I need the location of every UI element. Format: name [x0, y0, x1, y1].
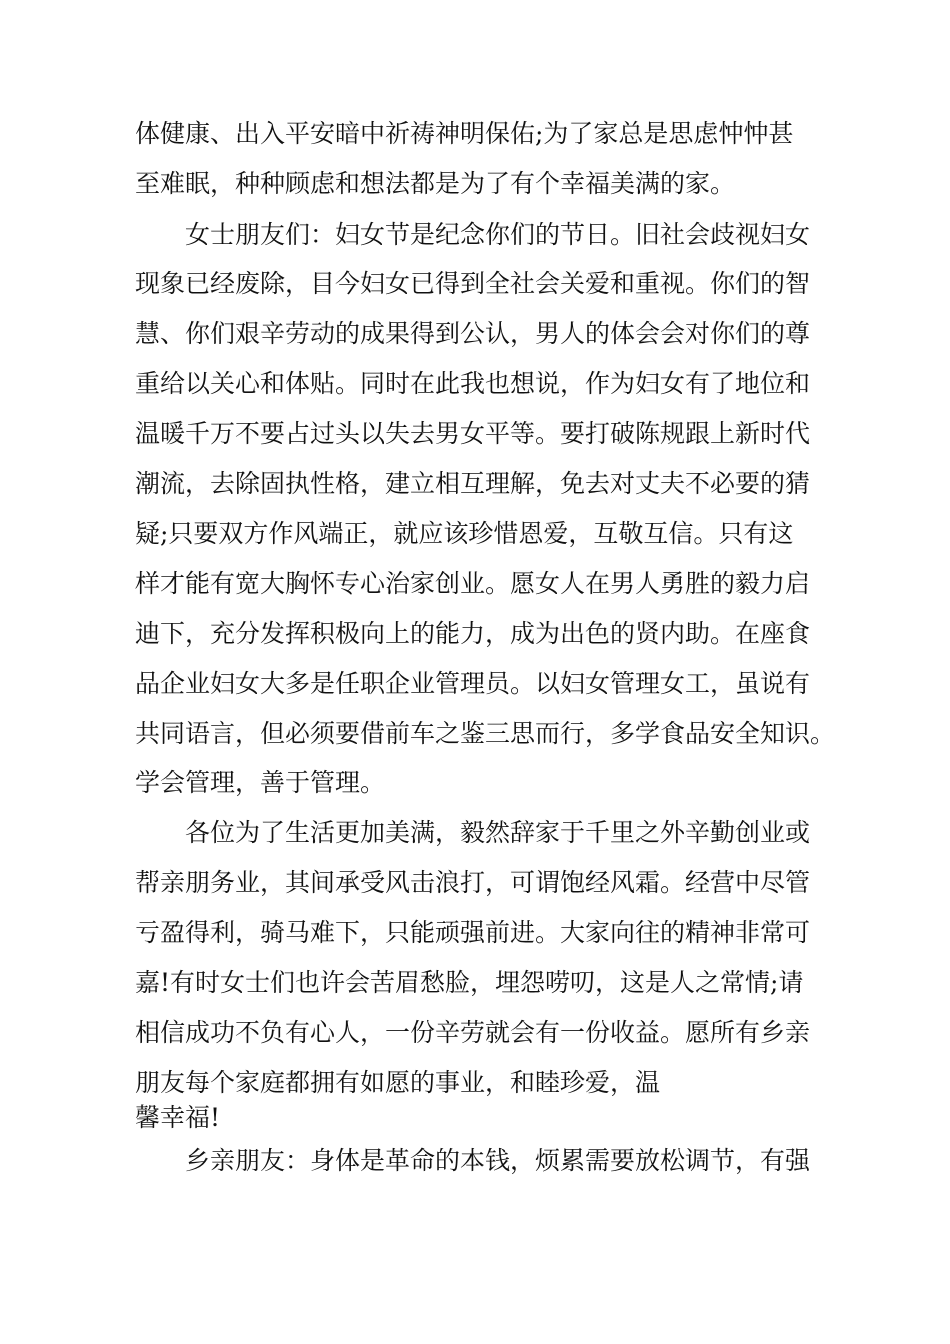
text-line-17: 亏盈得利，骑马难下，只能顽强前进。大家向往的精神非常可: [135, 918, 811, 947]
text-line-16: 帮亲朋务业，其间承受风击浪打，可谓饱经风霜。经营中尽管: [135, 868, 811, 897]
text-line-9: 疑;只要双方作风端正，就应该珍惜恩爱，互敬互信。只有这: [135, 519, 794, 548]
text-line-22: 乡亲朋友：身体是革命的本钱，烦累需要放松调节，有强: [185, 1146, 811, 1175]
text-line-18: 嘉!有时女士们也许会苦眉愁脸，埋怨唠叨，这是人之常情;请: [135, 968, 804, 997]
text-line-10: 样才能有宽大胸怀专心治家创业。愿女人在男人勇胜的毅力启: [135, 569, 811, 598]
text-line-19: 相信成功不负有心人，一份辛劳就会有一份收益。愿所有乡亲: [135, 1018, 811, 1047]
text-line-6: 重给以关心和体贴。同时在此我也想说，作为妇女有了地位和: [135, 369, 811, 398]
text-line-14: 学会管理，善于管理。: [135, 768, 386, 797]
text-line-1: 体健康、出入平安暗中祈祷神明保佑;为了家总是思虑忡忡甚: [135, 119, 794, 148]
text-line-20: 朋友每个家庭都拥有如愿的事业，和睦珍爱，温: [135, 1068, 661, 1097]
text-line-21: 馨幸福!: [135, 1103, 221, 1132]
text-line-8: 潮流，去除固执性格，建立相互理解，免去对丈夫不必要的猜: [135, 469, 811, 498]
text-line-3: 女士朋友们：妇女节是纪念你们的节日。旧社会歧视妇女: [185, 220, 811, 249]
text-line-12: 品企业妇女大多是任职企业管理员。以妇女管理女工，虽说有: [135, 669, 811, 698]
text-line-11: 迪下，充分发挥积极向上的能力，成为出色的贤内助。在座食: [135, 619, 811, 648]
text-line-13: 共同语言，但必须要借前车之鉴三思而行，多学食品安全知识。: [135, 719, 836, 748]
text-line-5: 慧、你们艰辛劳动的成果得到公认，男人的体会会对你们的尊: [135, 319, 811, 348]
text-line-2: 至难眠，种种顾虑和想法都是为了有个幸福美满的家。: [135, 169, 736, 198]
text-line-15: 各位为了生活更加美满，毅然辞家于千里之外辛勤创业或: [185, 818, 811, 847]
text-line-7: 温暖千万不要占过头以失去男女平等。要打破陈规跟上新时代: [135, 419, 811, 448]
text-line-4: 现象已经废除，目今妇女已得到全社会关爱和重视。你们的智: [135, 269, 811, 298]
